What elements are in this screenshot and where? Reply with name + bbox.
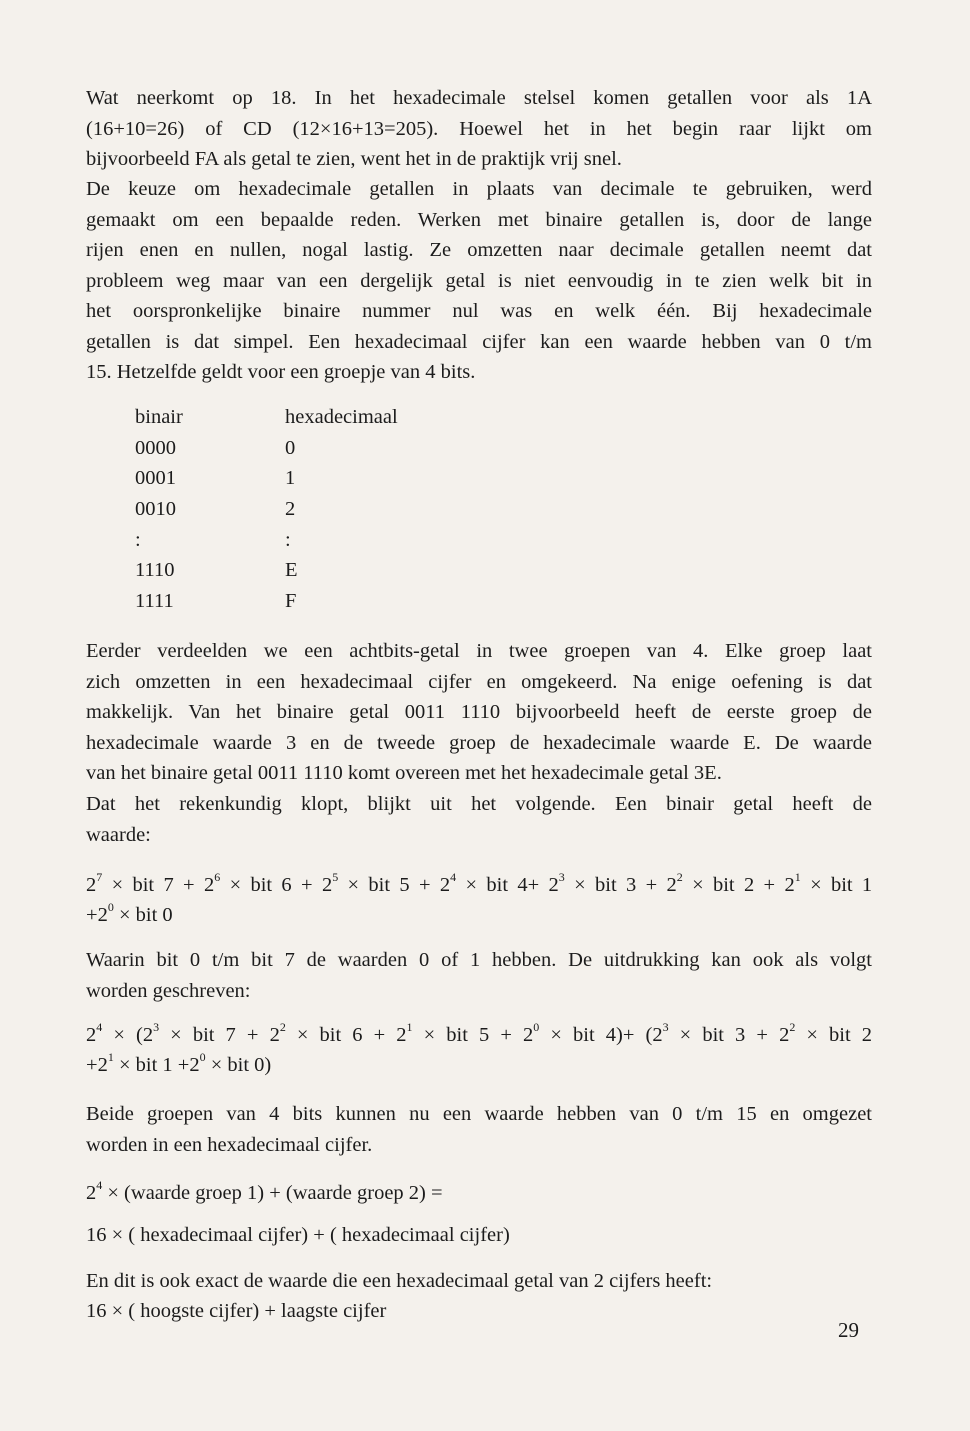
page-number: 29	[838, 1318, 859, 1342]
paragraph-3	[86, 636, 872, 789]
text-line: bijvoorbeeld FA als getal te zien, went het in de praktijk vrij snel.	[86, 148, 622, 170]
text-line: makkelijk. Van het binaire getal 0011 1110 bijvoorbeeld heeft de eerste groep de	[86, 701, 872, 723]
paragraph-5	[86, 945, 872, 1006]
formula-hex-digits	[86, 1220, 872, 1250]
table-cell: 1110	[135, 559, 175, 582]
formula-term: $2^0$ × bit $4)+ (2^3$ × bit 3 +	[523, 1020, 768, 1046]
formula-line	[86, 870, 872, 900]
table-cell: 0000	[135, 436, 176, 459]
text-line: worden in een hexadecimaal cijfer.	[86, 1133, 373, 1156]
text-line: rijen enen en nullen, nogal lastig. Ze omzetten naar decimale getallen neemt dat	[86, 239, 872, 261]
paragraph-4	[86, 789, 872, 850]
text-line: De keuze om hexadecimale getallen in plaats van decimale te gebruiken, werd	[86, 178, 872, 200]
table-cell: :	[285, 528, 291, 551]
formula-term: $2^2$ × bit 2 +	[666, 870, 776, 896]
text-line: hexadecimale waarde 3 en de tweede groep de hexadecimale waarde E. De waarde	[86, 731, 872, 754]
formula-term: $2^1$ × bit 5 +	[396, 1020, 512, 1046]
formula-term: $2^6$ × bit 6 +	[203, 870, 313, 896]
paragraph-2	[86, 174, 872, 388]
text-line: 15. Hetzelfde geldt voor een groepje van 4 bits.	[86, 361, 476, 383]
formula-term: $2^5$ × bit 5 +	[321, 870, 431, 896]
formula-line	[86, 1020, 872, 1050]
table-cell: 1111	[135, 590, 174, 613]
formula-term: $2^3$ × bit 3 +	[548, 870, 658, 896]
table-cell: 0	[285, 436, 296, 459]
formula-groups-sum	[86, 1178, 872, 1208]
text-line: van het binaire getal 0011 1110 komt overeen met het hexadecimale getal 3E.	[86, 762, 722, 784]
text-line: (16+10=26) of CD (12×16+13=205). Hoewel het in het begin raar lijkt om	[86, 117, 872, 140]
formula-line: $+2^0$ × bit 0	[86, 900, 173, 926]
formula-line: $2^4$ × (waarde groep 1) + (waarde groep 2) =	[86, 1178, 443, 1204]
text-line: worden geschreven:	[86, 979, 251, 1002]
formula-line: 16 × ( hexadecimaal cijfer) + ( hexadecimaal cijfer)	[86, 1224, 510, 1246]
formula-term: $2^7$ × bit 7 +	[86, 870, 195, 896]
paragraph-6	[86, 1099, 872, 1160]
formula-term: $2^2$ × bit 6 +	[269, 1020, 386, 1046]
text-line: Beide groepen van 4 bits kunnen nu een waarde hebben van 0 t/m 15 en omgezet	[86, 1103, 872, 1125]
paragraph-1	[86, 83, 872, 175]
column-header-hexadecimaal: hexadecimaal	[285, 406, 398, 428]
text-line: gemaakt om een bepaalde reden. Werken met binaire getallen is, door de lange	[86, 208, 872, 231]
text-line: En dit is ook exact de waarde die een hexadecimaal getal van 2 cijfers heeft:	[86, 1270, 713, 1292]
text-line: Dat het rekenkundig klopt, blijkt uit het volgende. Een binair getal heeft de	[86, 793, 872, 815]
table-cell: 2	[285, 498, 296, 521]
text-line: waarde:	[86, 823, 151, 846]
formula-term: $2^4$ × bit 4+	[439, 870, 540, 896]
table-cell: F	[285, 590, 297, 613]
text-line: probleem weg maar van een dergelijk getal is niet eenvoudig in te zien welk bit in	[86, 269, 872, 292]
text-line: getallen is dat simpel. Een hexadecimaal cijfer kan een waarde hebben van 0 t/m	[86, 330, 872, 353]
formula-term: $2^2$ × bit 2	[779, 1020, 873, 1046]
column-header-binair: binair	[135, 406, 183, 428]
formula-binary-value	[86, 870, 872, 930]
text-line: Wat neerkomt op 18. In het hexadecimale stelsel komen getallen voor als 1A	[86, 87, 872, 109]
text-line: Eerder verdeelden we een achtbits-getal in twee groepen van 4. Elke groep laat	[86, 640, 872, 662]
table-cell: :	[135, 528, 141, 551]
formula-term: $2^1$ × bit 1	[784, 870, 873, 896]
table-cell: E	[285, 559, 298, 582]
text-line: Waarin bit 0 t/m bit 7 de waarden 0 of 1 hebben. De uitdrukking kan ook als volgt	[86, 949, 872, 971]
formula-term: $2^4 \times (2^3$ × bit 7 +	[86, 1020, 259, 1046]
text-line: zich omzetten in een hexadecimaal cijfer en omgekeerd. Na enige oefening is dat	[86, 670, 872, 693]
paragraph-7	[86, 1266, 872, 1326]
table-cell: 0010	[135, 498, 176, 521]
table-cell: 1	[285, 467, 296, 490]
table-cell: 0001	[135, 467, 176, 490]
formula-line: 16 × ( hoogste cijfer) + laagste cijfer	[86, 1300, 387, 1322]
formula-line: $+2^1$ × bit $1 +2^0$ × bit 0)	[86, 1050, 272, 1076]
text-line: het oorspronkelijke binaire nummer nul was en welk één. Bij hexadecimale	[86, 300, 872, 322]
formula-grouped	[86, 1020, 872, 1080]
